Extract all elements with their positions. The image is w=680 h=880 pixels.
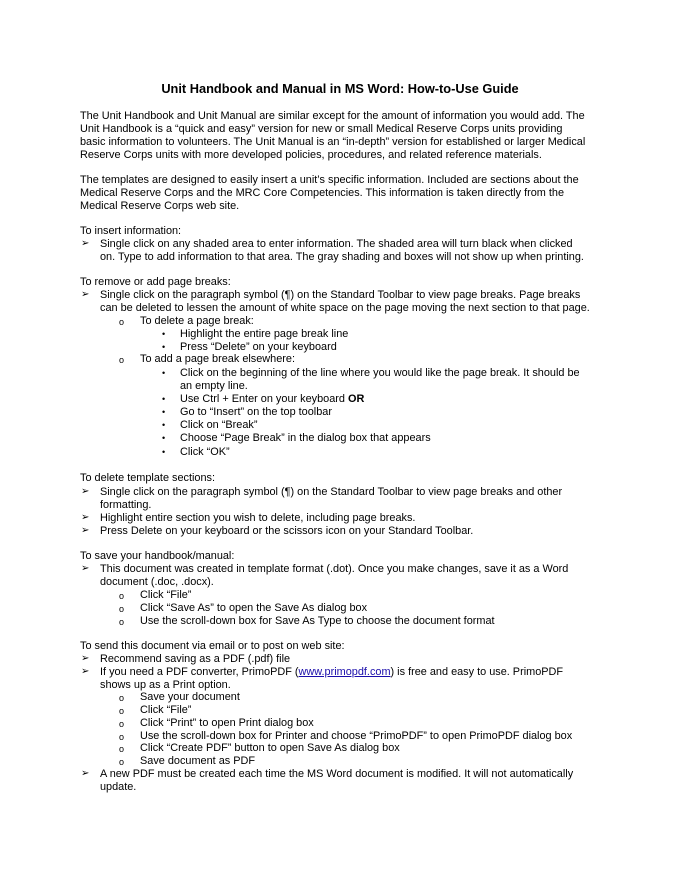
list-item-cont: can be deleted to lessen the amount of white space on the page moving the next section to that page. xyxy=(100,302,590,314)
dot-bullet-icon: • xyxy=(162,407,166,417)
section-heading: To save your handbook/manual: xyxy=(80,550,235,562)
dot-bullet-icon: • xyxy=(162,342,166,352)
list-item: Highlight entire section you wish to delete, including page breaks. xyxy=(100,512,416,524)
arrow-bullet-icon: ➢ xyxy=(81,289,90,300)
dot-bullet-icon: • xyxy=(162,433,166,443)
sub-item: Use the scroll-down box for Save As Type to choose the document format xyxy=(140,615,495,627)
arrow-bullet-icon: ➢ xyxy=(81,238,90,249)
arrow-bullet-icon: ➢ xyxy=(81,768,90,779)
list-item: Recommend saving as a PDF (.pdf) file xyxy=(100,653,291,665)
circle-bullet-icon: o xyxy=(119,317,125,327)
sub-item: Click “Save As” to open the Save As dialog box xyxy=(140,602,368,614)
or-bold-text: OR xyxy=(347,393,365,405)
sub-sub-item: Click on the beginning of the line where you would like the page break. It should be xyxy=(180,367,580,379)
dot-bullet-icon: • xyxy=(162,394,166,404)
sub-sub-item: Go to “Insert” on the top toolbar xyxy=(180,406,332,418)
sub-sub-item: Click “OK” xyxy=(180,446,230,458)
list-item-cont: on. Type to add information to that area. The gray shading and boxes will not show up when printing. xyxy=(100,251,584,263)
arrow-bullet-icon: ➢ xyxy=(81,666,90,677)
circle-bullet-icon: o xyxy=(119,591,125,601)
section-heading: To insert information: xyxy=(80,225,182,237)
arrow-bullet-icon: ➢ xyxy=(81,486,90,497)
sub-item: To add a page break elsewhere: xyxy=(140,353,295,365)
primopdf-text-post: ) is free and easy to use. PrimoPDF xyxy=(390,666,564,678)
sub-item: Use the scroll-down box for Printer and choose “PrimoPDF” to open PrimoPDF dialog box xyxy=(140,730,573,742)
sub-sub-item: Highlight the entire page break line xyxy=(180,328,349,340)
sub-sub-item: Choose “Page Break” in the dialog box that appears xyxy=(180,432,431,444)
arrow-bullet-icon: ➢ xyxy=(81,563,90,574)
list-item: This document was created in template format (.dot). Once you make changes, save it as a Word xyxy=(100,563,569,575)
text-line: Unit Handbook is a “quick and easy” version for new or small Medical Reserve Corps units providing xyxy=(80,123,563,135)
section-heading: To send this document via email or to post on web site: xyxy=(80,640,345,652)
sub-item: Click “File” xyxy=(140,704,192,716)
circle-bullet-icon: o xyxy=(119,604,125,614)
text-line: Medical Reserve Corps web site. xyxy=(80,200,240,212)
sub-item: Save your document xyxy=(140,691,240,703)
dot-bullet-icon: • xyxy=(162,329,166,339)
section-heading: To remove or add page breaks: xyxy=(80,276,231,288)
list-item: Single click on any shaded area to enter information. The shaded area will turn black when clicked xyxy=(100,238,573,250)
list-item-cont: update. xyxy=(100,781,137,793)
primopdf-text-pre: If you need a PDF converter, PrimoPDF ( xyxy=(100,666,299,678)
circle-bullet-icon: o xyxy=(119,617,125,627)
sub-sub-item: Press “Delete” on your keyboard xyxy=(180,341,337,353)
circle-bullet-icon: o xyxy=(119,757,125,767)
sub-item: To delete a page break: xyxy=(140,315,254,327)
text-line: The templates are designed to easily insert a unit’s specific information. Included are sections about the xyxy=(80,174,579,186)
sub-item: Click “Print” to open Print dialog box xyxy=(140,717,314,729)
sub-item: Click “Create PDF” button to open Save As dialog box xyxy=(140,742,400,754)
ctrl-enter-text: Use Ctrl + Enter on your keyboard xyxy=(180,393,348,405)
list-item: Single click on the paragraph symbol (¶) on the Standard Toolbar to view page breaks and other xyxy=(100,486,563,498)
circle-bullet-icon: o xyxy=(119,732,125,742)
dot-bullet-icon: • xyxy=(162,447,166,457)
circle-bullet-icon: o xyxy=(119,693,125,703)
list-item-cont: document (.doc, .docx). xyxy=(100,576,214,588)
sub-item: Click “File” xyxy=(140,589,192,601)
sub-sub-item-cont: an empty line. xyxy=(180,380,248,392)
text-line: The Unit Handbook and Unit Manual are similar except for the amount of information you would add. The xyxy=(80,110,585,122)
circle-bullet-icon: o xyxy=(119,706,125,716)
dot-bullet-icon: • xyxy=(162,420,166,430)
text-line: Reserve Corps units with more developed policies, procedures, and related reference materials. xyxy=(80,149,542,161)
circle-bullet-icon: o xyxy=(119,355,125,365)
list-item-cont: shows up as a Print option. xyxy=(100,679,231,691)
circle-bullet-icon: o xyxy=(119,744,125,754)
arrow-bullet-icon: ➢ xyxy=(81,512,90,523)
arrow-bullet-icon: ➢ xyxy=(81,525,90,536)
section-heading: To delete template sections: xyxy=(80,472,215,484)
list-item: Press Delete on your keyboard or the scissors icon on your Standard Toolbar. xyxy=(100,525,474,537)
arrow-bullet-icon: ➢ xyxy=(81,653,90,664)
page-title: Unit Handbook and Manual in MS Word: How-to-Use Guide xyxy=(161,81,519,96)
list-item xyxy=(100,666,563,679)
sub-item: Save document as PDF xyxy=(140,755,256,767)
sub-sub-item: Click on “Break” xyxy=(180,419,258,431)
text-line: Medical Reserve Corps and the MRC Core Competencies. This information is taken directly from the xyxy=(80,187,565,199)
list-item: A new PDF must be created each time the MS Word document is modified. It will not automatically xyxy=(100,768,574,780)
circle-bullet-icon: o xyxy=(119,719,125,729)
list-item: Single click on the paragraph symbol (¶) on the Standard Toolbar to view page breaks. Page breaks xyxy=(100,289,581,301)
list-item-cont: formatting. xyxy=(100,499,152,511)
dot-bullet-icon: • xyxy=(162,368,166,378)
text-line: basic information to volunteers. The Unit Manual is an “in-depth” version for established or larger Medical xyxy=(80,136,586,148)
primopdf-link[interactable]: www.primopdf.com xyxy=(298,666,391,678)
sub-sub-item xyxy=(180,393,364,406)
